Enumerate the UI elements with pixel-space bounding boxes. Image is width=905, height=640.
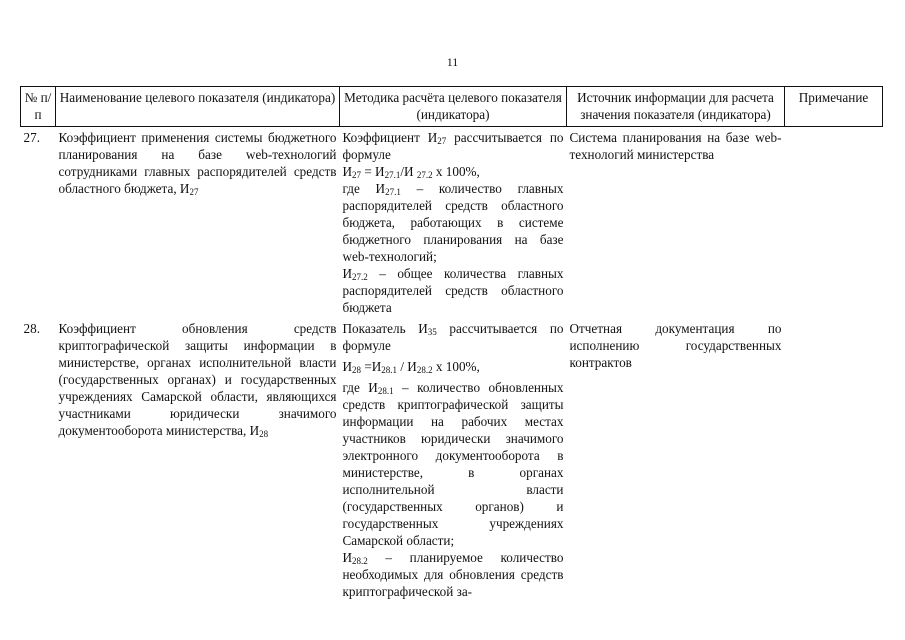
indicators-table [20, 86, 883, 600]
information-source: Система планирования на базе web-технологий министерства [569, 130, 782, 162]
note-cell [785, 127, 883, 317]
method-where-denominator: $И_{28.2}$ – планируемое количество необходимых для обновления средств криптографической за- [342, 550, 564, 599]
method-where-denominator: $И_{27.2}$ – общее количества главных распорядителей средств областного бюджета [342, 266, 564, 315]
method-formula: $И_{27} = И_{27.1}/И$ $_{27.2}$ x 100%, [342, 164, 480, 180]
method-where-numerator: где $И_{27.1}$ – количество главных распорядителей средств областного бюджета, работающих в системе бюджетного планирования на базе web-технологий; [342, 181, 564, 264]
header-number: № п/п [21, 87, 56, 127]
method-formula: $И_{28} =И_{28.1} / И_{28.2}$ x 100%, [342, 359, 480, 375]
calculation-method [340, 316, 567, 600]
header-name: Наименование целевого показателя (индикатора) [56, 87, 340, 127]
header-source: Источник информации для расчета значения показателя (индикатора) [567, 87, 785, 127]
row-number: 27. [23, 130, 40, 145]
table-header-row [21, 87, 883, 127]
header-note: Примечание [785, 87, 883, 127]
calculation-method [340, 127, 567, 317]
indicator-name: Коэффициент применения системы бюджетного планирования на базе web-технологий сотрудниками главных распорядителей средств областного бюджета, $И_{27}$ [58, 130, 337, 197]
table-row [21, 316, 883, 600]
note-cell [785, 316, 883, 600]
page-number: 11 [446, 55, 459, 69]
row-number: 28. [23, 321, 40, 336]
method-where-numerator: где $И_{28.1}$ – количество обновленных средств криптографической защиты информации на рабочих местах участников юридически значимого электронного документооборота в министерстве, в органах исполнительной власти (государственных органов) и государственных учреждениях Самарской области; [342, 380, 564, 548]
method-intro: Коэффициент $И_{27}$ рассчитывается по формуле [342, 130, 564, 162]
information-source: Отчетная документация по исполнению государственных контрактов [569, 321, 782, 370]
table-row [21, 127, 883, 317]
indicator-name: Коэффициент обновления средств криптографической защиты информации в министерстве, органах исполнительной власти (государственных органах) и государственных учреждениях Самарской области, являющихся участниками юридически значимого документооборота министерства, $И_{28}$ [58, 321, 337, 439]
header-method: Методика расчёта целевого показателя (индикатора) [340, 87, 567, 127]
method-intro: Показатель $И_{35}$ рассчитывается по формуле [342, 321, 564, 353]
